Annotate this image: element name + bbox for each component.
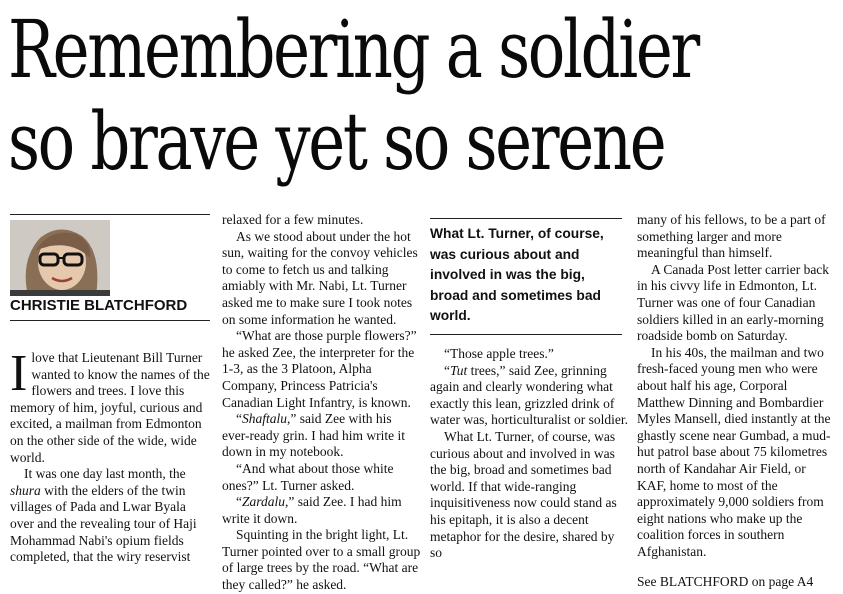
byline-top-rule	[10, 214, 210, 215]
paragraph: Squinting in the bright light, Lt. Turner pointed over to a small group of large trees by the road. “What are they called?” he asked.	[222, 527, 421, 593]
italic-term: Zardalu	[242, 494, 286, 510]
paragraph: A Canada Post letter carrier back in his civvy life in Edmonton, Lt. Turner was one of four Canadian soldiers killed in an early-morning roadside bomb on Saturday.	[637, 261, 830, 344]
quote-mark: “	[444, 362, 450, 378]
pullquote-bottom-rule	[430, 334, 622, 335]
paragraph-text: ,” said Zee with his ever-ready grin. I had him write it down in my notebook.	[222, 411, 406, 460]
article-column-3	[430, 346, 628, 562]
italic-term: Tut	[450, 362, 468, 378]
pull-quote: What Lt. Turner, of course, was curious about and involved in was the big, broad and sometimes bad world.	[430, 226, 604, 324]
article-column-4	[637, 212, 837, 591]
continuation-reference: See BLATCHFORD on page A4	[637, 574, 814, 590]
pullquote-top-rule	[430, 218, 622, 219]
drop-cap: I	[10, 345, 28, 402]
paragraph: “What are those purple flowers?” he asked Zee, the interpreter for the 1-3, as the 3 Platoon, Alpha Company, Princess Patricia's Canadian Light Infantry, is known.	[222, 328, 417, 410]
paragraph	[10, 466, 210, 566]
byline-name: CHRISTIE BLATCHFORD	[10, 297, 188, 314]
article-column-1	[10, 345, 210, 566]
paragraph	[430, 363, 628, 429]
paragraph-text: love that Lieutenant Bill Turner wanted to know the names of the flowers and trees. I love this memory of him, joyful, curious and excited, a mailman from Edmonton on the other side of the wide, wide world.	[10, 350, 210, 465]
paragraph: “Those apple trees.”	[444, 346, 554, 361]
paragraph-text: ,” said Zee. I had him write it down.	[222, 494, 402, 526]
paragraph-text: trees,” said Zee, grinning again and clearly wondering what exactly this lean, grizzled drink of water was, horticulturalist or soldier.	[430, 362, 628, 428]
italic-term: shura	[10, 482, 41, 498]
paragraph: As we stood about under the hot sun, waiting for the convoy vehicles to come to fetch us and talking amiably with Mr. Nabi, Lt. Turner asked me to make sure I took notes on some information he wanted.	[222, 228, 418, 327]
headline	[8, 3, 698, 188]
quote-mark: “	[236, 411, 242, 427]
headline-line-1: Remembering a soldier	[8, 3, 698, 96]
quote-mark: “	[236, 494, 242, 510]
paragraph: “And what about those white ones?” Lt. Turner asked.	[222, 460, 394, 493]
article-column-2	[222, 212, 422, 594]
byline-bottom-rule	[10, 320, 210, 321]
italic-term: Shaftalu	[242, 411, 288, 427]
paragraph-text: with the elders of the twin villages of Pada and Lwar Byala over and the revealing tour of Haji Mohammad Nabi's opium fields completed, that the wiry reservist	[10, 482, 197, 565]
headline-line-2: so brave yet so serene	[8, 95, 665, 188]
paragraph-text: It was one day last month, the	[24, 466, 186, 482]
paragraph: many of his fellows, to be a part of something larger and more meaningful than himself.	[637, 212, 826, 261]
paragraph: In his 40s, the mailman and two fresh-faced young men who were about half his age, Corporal Matthew Dinning and Bombardier Myles Mansell, died instantly at the ghastly scene near Gumbad, a mud-hut patrol base about 75 kilometres north of Kandahar Air Field, or KAF, home to most of the approximately 9,000 soldiers from eight nations who make up the coalition forces in southern Afghanistan.	[637, 344, 831, 559]
paragraph	[222, 494, 422, 527]
paragraph	[10, 345, 210, 466]
paragraph: What Lt. Turner, of course, was curious about and involved in was the big, broad and sometimes bad world. If that wide-ranging inquisitiveness now could stand as his epitaph, it is also a decent metaphor for the desire, shared by so	[430, 428, 617, 561]
paragraph	[222, 411, 422, 461]
paragraph: relaxed for a few minutes.	[222, 212, 364, 227]
columnist-photo	[10, 220, 110, 296]
